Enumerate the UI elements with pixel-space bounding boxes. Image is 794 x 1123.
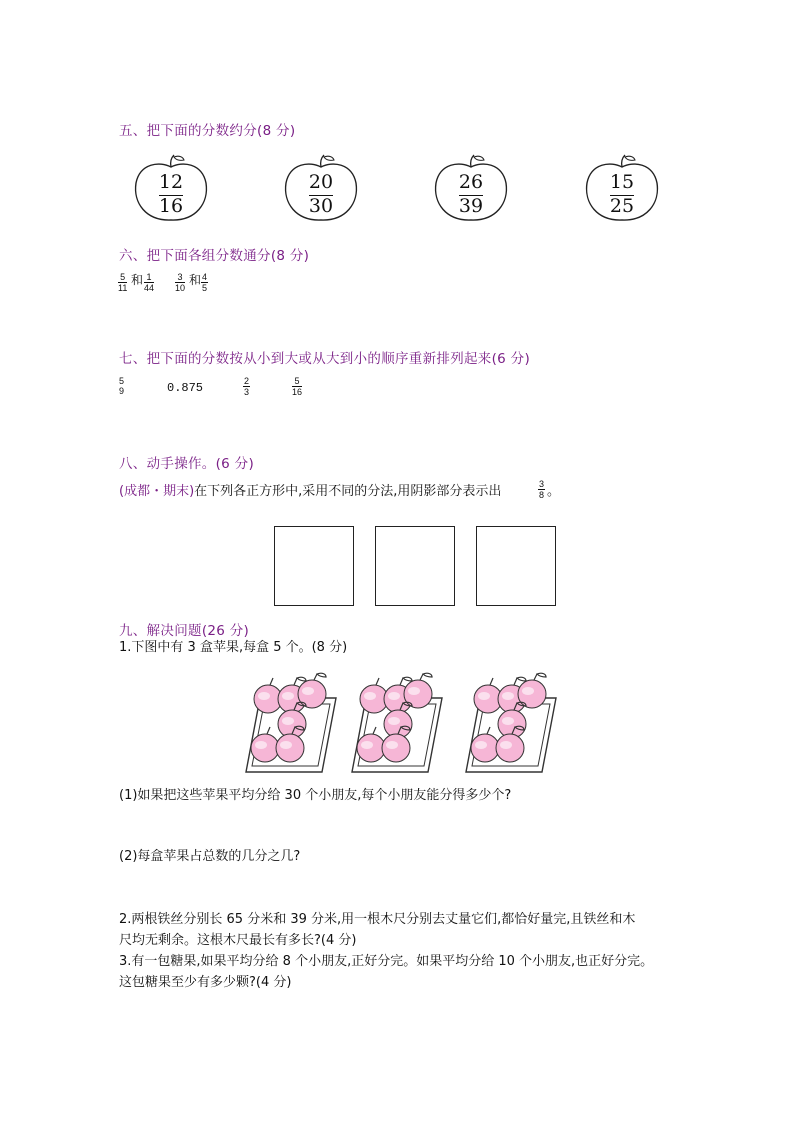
question-1a: (1)如果把这些苹果平均分给 30 个小朋友,每个小朋友能分得多少个? bbox=[119, 788, 512, 803]
fraction-5-9 bbox=[118, 376, 125, 396]
fraction-2-3 bbox=[243, 376, 250, 397]
section-6-title: 六、把下面各组分数通分 bbox=[119, 248, 271, 264]
numerator: 2 bbox=[244, 376, 250, 386]
numerator: 15 bbox=[609, 171, 635, 193]
denominator: 44 bbox=[144, 283, 155, 293]
decimal-value: 0.875 bbox=[167, 381, 204, 395]
apple-fraction-1 bbox=[134, 153, 208, 225]
fraction-1-44 bbox=[144, 272, 154, 293]
section-5-title: 五、把下面的分数约分 bbox=[119, 123, 257, 139]
section-9-title: 九、解决问题 bbox=[119, 623, 202, 639]
section-7-heading bbox=[119, 347, 530, 367]
source-tag: (成都・期末) bbox=[119, 484, 195, 499]
denominator: 30 bbox=[308, 195, 334, 217]
question-3-line-2: 这包糖果至少有多少颗?(4 分) bbox=[119, 975, 292, 990]
section-8-heading bbox=[119, 452, 254, 472]
square-1[interactable] bbox=[274, 526, 354, 606]
fraction-5-11 bbox=[118, 272, 127, 293]
denominator: 3 bbox=[244, 387, 250, 397]
question-2-line-2: 尺均无剩余。这根木尺最长有多长?(4 分) bbox=[119, 933, 357, 948]
square-3[interactable] bbox=[476, 526, 556, 606]
apple-box-2 bbox=[346, 672, 446, 776]
denominator: 39 bbox=[458, 195, 484, 217]
numerator: 5 bbox=[119, 376, 125, 386]
fraction-3-8 bbox=[538, 479, 545, 500]
section-8-title: 八、动手操作。 bbox=[119, 456, 216, 472]
numerator: 3 bbox=[175, 272, 185, 283]
section-7-score: (6 分) bbox=[491, 351, 531, 367]
apple-box-3 bbox=[460, 672, 560, 776]
section-9-heading bbox=[119, 619, 249, 639]
denominator: 10 bbox=[175, 283, 186, 293]
apple-fraction-4 bbox=[585, 153, 659, 225]
section-6-score: (8 分) bbox=[270, 248, 310, 264]
numerator: 12 bbox=[158, 171, 184, 193]
section-8-prompt bbox=[119, 481, 501, 502]
question-1: 1.下图中有 3 盒苹果,每盒 5 个。(8 分) bbox=[119, 640, 348, 655]
fraction-5-16 bbox=[292, 376, 302, 397]
denominator: 16 bbox=[158, 195, 184, 217]
question-3-line-1: 3.有一包糖果,如果平均分给 8 个小朋友,正好分完。如果平均分给 10 个小朋友,也正好分完。 bbox=[119, 954, 654, 969]
numerator: 20 bbox=[308, 171, 334, 193]
joiner-and: 和 bbox=[189, 273, 202, 287]
numerator: 5 bbox=[118, 272, 127, 283]
section-7-title: 七、把下面的分数按从小到大或从大到小的顺序重新排列起来 bbox=[119, 351, 492, 367]
section-8-score: (6 分) bbox=[215, 456, 255, 472]
denominator: 16 bbox=[292, 387, 303, 397]
question-2-line-1: 2.两根铁丝分别长 65 分米和 39 分米,用一根木尺分别去丈量它们,都恰好量完,且铁丝和木 bbox=[119, 912, 636, 927]
denominator: 9 bbox=[119, 386, 125, 396]
denominator: 8 bbox=[539, 490, 545, 500]
section-5-score: (8 分) bbox=[257, 123, 296, 139]
denominator: 25 bbox=[609, 195, 635, 217]
joiner-and: 和 bbox=[131, 273, 144, 287]
prompt-text: 在下列各正方形中,采用不同的分法,用阴影部分表示出 bbox=[194, 484, 502, 499]
section-5-heading bbox=[119, 119, 295, 139]
numerator: 26 bbox=[458, 171, 484, 193]
denominator: 11 bbox=[118, 283, 128, 293]
fraction-4-5 bbox=[201, 272, 208, 293]
numerator: 5 bbox=[292, 376, 302, 387]
fraction-3-10 bbox=[175, 272, 185, 293]
numerator: 1 bbox=[144, 272, 154, 283]
square-2[interactable] bbox=[375, 526, 455, 606]
numerator: 4 bbox=[202, 272, 208, 282]
apple-box-1 bbox=[240, 672, 340, 776]
apple-fraction-3 bbox=[434, 153, 508, 225]
question-1b: (2)每盒苹果占总数的几分之几? bbox=[119, 849, 301, 864]
section-9-score: (26 分) bbox=[201, 623, 250, 639]
denominator: 5 bbox=[202, 283, 208, 293]
apple-fraction-2 bbox=[284, 153, 358, 225]
prompt-end: 。 bbox=[547, 484, 561, 499]
numerator: 3 bbox=[539, 479, 545, 489]
section-6-heading bbox=[119, 244, 309, 264]
